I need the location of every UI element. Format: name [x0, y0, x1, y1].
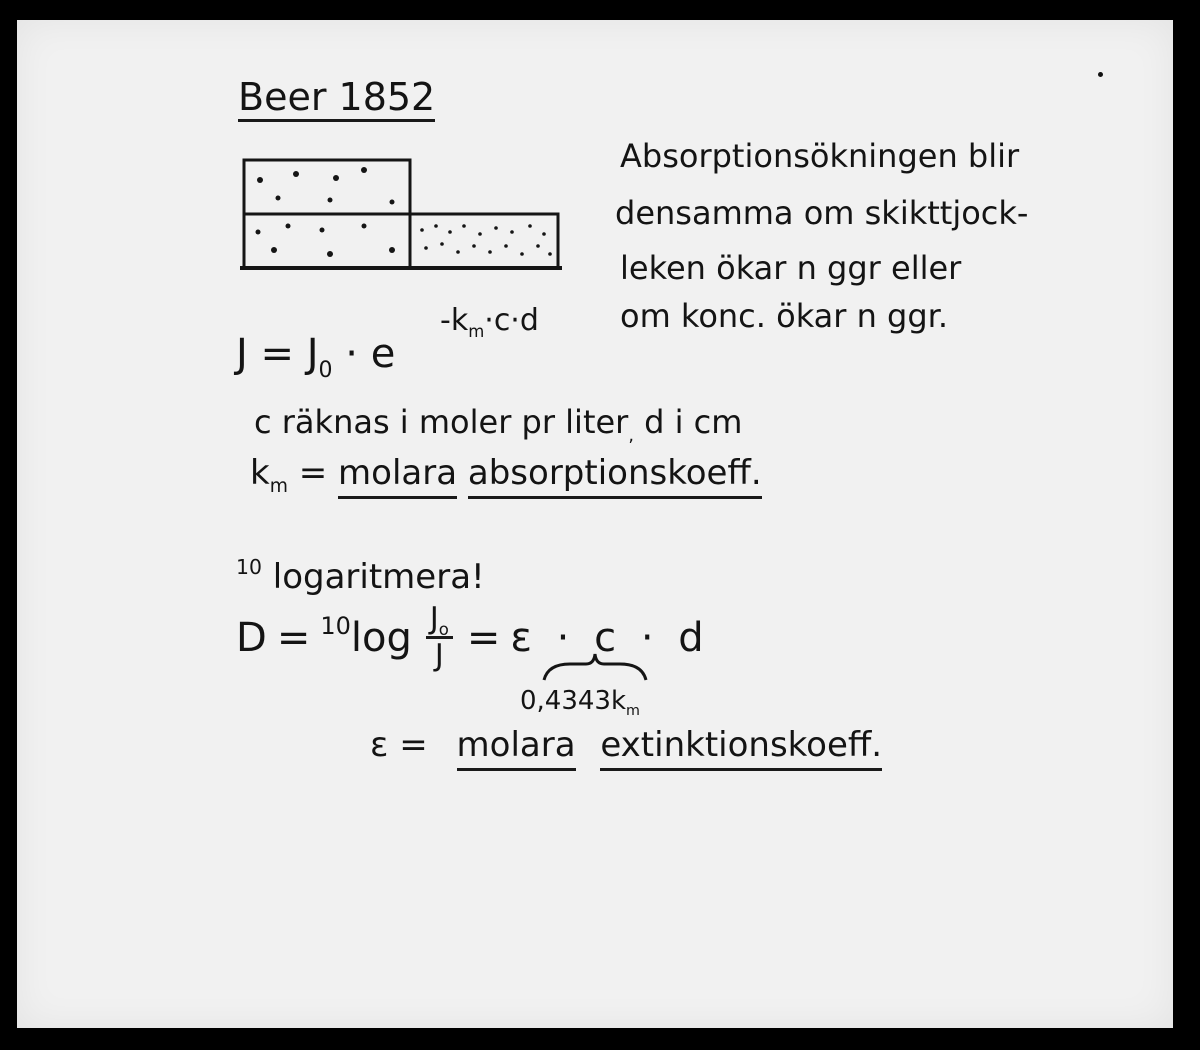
formula1-exponent-sub: m: [468, 322, 485, 342]
formula2-log: log: [350, 614, 412, 661]
brace-note-value: 0,4343k: [520, 686, 627, 716]
formula1-dot: ·: [345, 331, 358, 377]
log-heading-text: logaritmera!: [272, 557, 485, 597]
epsilon-term-molara: molara: [457, 725, 576, 771]
formula2-frac-num: J: [429, 601, 439, 636]
formula1-base: J: [306, 331, 319, 377]
beer-formula: [236, 331, 396, 383]
bottom-layer-right: [410, 214, 558, 268]
formula2-frac-den: J: [434, 638, 444, 673]
formula2-rhs: ε · c · d: [510, 614, 710, 661]
km-term-molara: molara: [338, 453, 457, 499]
km-term-absorption: absorptionskoeff.: [468, 453, 762, 499]
formula1-equals: =: [260, 331, 295, 377]
formula1-exponent-suffix: ·c·d: [484, 303, 539, 338]
formula2-log-prefix: 10: [320, 611, 351, 640]
layer-diagram: [236, 152, 568, 276]
log-heading: [236, 554, 485, 597]
log-heading-prefix: 10: [236, 554, 262, 579]
km-definition: [250, 453, 762, 498]
formula1-lhs: J: [236, 331, 248, 377]
formula2-equals: =: [276, 614, 311, 661]
epsilon-definition: [370, 725, 883, 765]
brace-note-sub: m: [626, 703, 640, 720]
epsilon-symbol: ε: [370, 725, 389, 765]
top-layer: [244, 160, 410, 214]
description-line-2: densamma om skikttjock-: [615, 194, 1029, 232]
epsilon-term-extinction: extinktionskoeff.: [600, 725, 882, 771]
km-symbol: k: [250, 453, 270, 493]
description-line-4: om konc. ökar n ggr.: [620, 297, 949, 335]
km-sub: m: [269, 476, 288, 498]
formula1-exponent: [440, 303, 539, 342]
units-line: [254, 403, 743, 446]
formula2-fraction: [426, 601, 453, 673]
formula2-equals2: =: [466, 614, 501, 661]
particles: [256, 167, 552, 257]
units-c-part: c räknas i moler pr liter: [254, 403, 629, 441]
page-title: Beer 1852: [238, 78, 435, 122]
formula2-lhs: D: [236, 614, 267, 661]
formula1-base-sub: 0: [318, 357, 333, 383]
description-line-1: Absorptionsökningen blir: [620, 137, 1020, 175]
description-line-3: leken ökar n ggr eller: [620, 249, 962, 287]
units-d-part: d i cm: [644, 403, 743, 441]
epsilon-equals: =: [399, 725, 428, 765]
bottom-layer-left: [244, 214, 410, 268]
formula1-exponent-prefix: -k: [440, 303, 469, 338]
formula2-frac-num-sub: o: [438, 620, 449, 640]
km-equals: =: [298, 453, 328, 493]
stray-dot: [1098, 72, 1103, 77]
brace-note: [520, 686, 640, 720]
formula1-exp-base: e: [370, 331, 396, 377]
brace-mark: [540, 650, 650, 690]
units-comma: ,: [628, 425, 634, 446]
